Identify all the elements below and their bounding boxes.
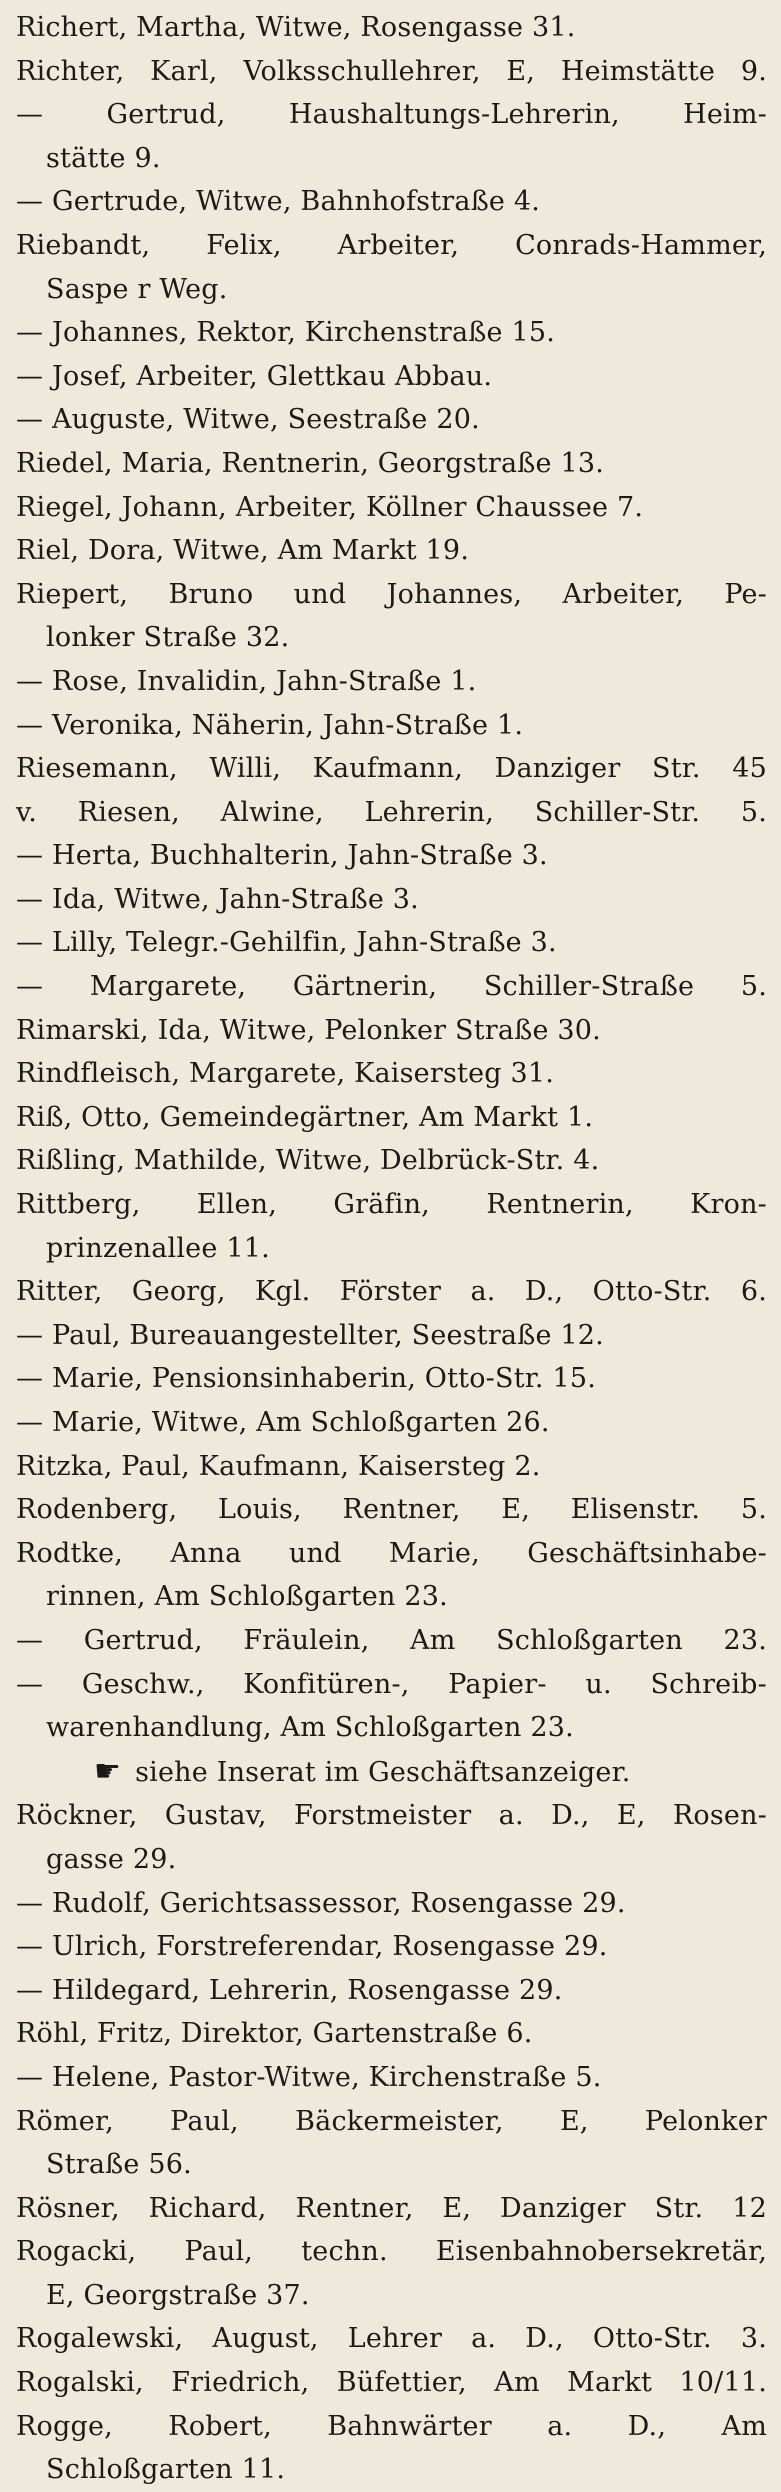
directory-line <box>16 355 767 399</box>
directory-line <box>16 2187 767 2231</box>
directory-line <box>16 1096 767 1140</box>
directory-line <box>16 2056 767 2100</box>
directory-line <box>16 616 767 660</box>
directory-line-text: Ritter, Georg, Kgl. Förster a. D., Otto-Str. 6. <box>16 1276 767 1308</box>
directory-line-text: Riebandt, Felix, Arbeiter, Conrads-Hammer, <box>16 229 767 261</box>
directory-line-text: Riesemann, Willi, Kaufmann, Danziger Str. 45 <box>16 753 767 785</box>
directory-line-text: — Paul, Bureauangestellter, Seestraße 12. <box>16 1319 604 1351</box>
directory-line <box>16 137 767 181</box>
directory-line-text: — Rudolf, Gerichtsassessor, Rosengasse 29. <box>16 1887 626 1919</box>
directory-line-text: Röckner, Gustav, Forstmeister a. D., E, Rosen- <box>16 1800 767 1832</box>
directory-line-text: Rodenberg, Louis, Rentner, E, Elisenstr. 5. <box>16 1494 767 1526</box>
directory-line-text: — Lilly, Telegr.-Gehilfin, Jahn-Straße 3. <box>16 927 557 959</box>
directory-line <box>16 1794 767 1838</box>
directory-line <box>16 1445 767 1489</box>
directory-line-text: — Johannes, Rektor, Kirchenstraße 15. <box>16 317 556 349</box>
directory-line <box>16 1270 767 1314</box>
directory-line <box>16 2317 767 2361</box>
directory-line <box>16 311 767 355</box>
directory-line <box>16 1009 767 1053</box>
directory-line <box>16 50 767 94</box>
directory-line <box>16 2448 767 2492</box>
directory-line-text: — Gertrud, Fräulein, Am Schloßgarten 23. <box>16 1624 767 1656</box>
directory-line-text: Rogalski, Friedrich, Büfettier, Am Markt 10/11. <box>16 2367 767 2399</box>
directory-line-text: Rindfleisch, Margarete, Kaisersteg 31. <box>16 1058 555 1090</box>
directory-line-text: Riß, Otto, Gemeindegärtner, Am Markt 1. <box>16 1101 594 1133</box>
directory-line <box>16 1663 767 1707</box>
directory-line <box>16 747 767 791</box>
directory-line <box>16 660 767 704</box>
directory-line <box>16 834 767 878</box>
directory-line-text: Römer, Paul, Bäckermeister, E, Pelonker <box>16 2105 767 2137</box>
directory-line <box>16 180 767 224</box>
directory-line-text: prinzenallee 11. <box>46 1232 270 1264</box>
directory-line <box>16 224 767 268</box>
directory-line <box>16 878 767 922</box>
directory-line-text: stätte 9. <box>46 142 161 174</box>
directory-line-text: — Gertrude, Witwe, Bahnhofstraße 4. <box>16 186 541 218</box>
directory-line-text: Saspe r Weg. <box>46 273 228 305</box>
directory-line <box>16 1139 767 1183</box>
directory-line-text: — Marie, Pensionsinhaberin, Otto-Str. 15. <box>16 1363 596 1395</box>
directory-line-text: warenhandlung, Am Schloßgarten 23. <box>46 1712 574 1744</box>
directory-line-text: Röhl, Fritz, Direktor, Gartenstraße 6. <box>16 2018 533 2050</box>
directory-line <box>16 2361 767 2405</box>
pointing-hand-icon: ☛ <box>94 1753 122 1789</box>
directory-line <box>16 791 767 835</box>
directory-line-text: Rodtke, Anna und Marie, Geschäftsinhabe- <box>16 1537 767 1569</box>
directory-line-text: Rogge, Robert, Bahnwärter a. D., Am <box>16 2410 767 2442</box>
directory-line-text: — Gertrud, Haushaltungs-Lehrerin, Heim- <box>16 99 767 131</box>
directory-line-text: rinnen, Am Schloßgarten 23. <box>46 1581 448 1613</box>
directory-line <box>16 1925 767 1969</box>
directory-line-text: Richter, Karl, Volksschullehrer, E, Heimstätte 9. <box>16 55 767 87</box>
directory-line <box>16 2100 767 2144</box>
directory-line <box>16 1401 767 1445</box>
directory-line <box>16 573 767 617</box>
directory-line-text: — Auguste, Witwe, Seestraße 20. <box>16 404 480 436</box>
directory-line-text: — Ulrich, Forstreferendar, Rosengasse 29. <box>16 1931 608 1963</box>
directory-line <box>16 2230 767 2274</box>
directory-line-text: — Marie, Witwe, Am Schloßgarten 26. <box>16 1407 550 1438</box>
directory-line <box>16 398 767 442</box>
directory-line-text: Rogacki, Paul, techn. Eisenbahnobersekretär, <box>16 2236 767 2268</box>
directory-line <box>16 93 767 137</box>
directory-line-text: Rimarski, Ida, Witwe, Pelonker Straße 30. <box>16 1014 601 1046</box>
directory-line <box>16 1969 767 2013</box>
directory-line-text: — Herta, Buchhalterin, Jahn-Straße 3. <box>16 840 548 872</box>
directory-line-text: — Ida, Witwe, Jahn-Straße 3. <box>16 883 419 915</box>
directory-line <box>16 1838 767 1882</box>
directory-line <box>16 1357 767 1401</box>
directory-line <box>16 965 767 1009</box>
directory-line-text: lonker Straße 32. <box>46 622 290 654</box>
directory-line-text: siehe Inserat im Geschäftsanzeiger. <box>135 1756 631 1788</box>
directory-line-text: Schloßgarten 11. <box>46 2454 286 2486</box>
directory-line <box>16 1575 767 1619</box>
directory-line-text: — Veronika, Näherin, Jahn-Straße 1. <box>16 709 524 741</box>
directory-line <box>16 2405 767 2449</box>
directory-line <box>16 1488 767 1532</box>
directory-line-text: Riedel, Maria, Rentnerin, Georgstraße 13. <box>16 447 605 479</box>
directory-line-text: Riel, Dora, Witwe, Am Markt 19. <box>16 535 470 567</box>
directory-line-text: — Helene, Pastor-Witwe, Kirchenstraße 5. <box>16 2061 602 2093</box>
directory-line-text: Rogalewski, August, Lehrer a. D., Otto-Str. 3. <box>16 2323 767 2355</box>
directory-line <box>16 1882 767 1926</box>
directory-line <box>16 529 767 573</box>
directory-line <box>16 442 767 486</box>
directory-line-text: Riegel, Johann, Arbeiter, Köllner Chaussee 7. <box>16 491 644 523</box>
directory-line <box>16 1314 767 1358</box>
directory-line-text: E, Georgstraße 37. <box>46 2279 310 2311</box>
directory-line <box>16 6 767 50</box>
directory-line <box>16 704 767 748</box>
directory-line-text: Straße 56. <box>46 2149 192 2181</box>
directory-line <box>16 2012 767 2056</box>
directory-line-text: — Geschw., Konfitüren-, Papier- u. Schreib- <box>16 1668 767 1700</box>
directory-line <box>16 486 767 530</box>
directory-line-text: Ritzka, Paul, Kaufmann, Kaisersteg 2. <box>16 1450 541 1482</box>
directory-line-text: gasse 29. <box>46 1843 177 1875</box>
directory-line <box>16 1532 767 1576</box>
directory-line-text: Richert, Martha, Witwe, Rosengasse 31. <box>16 12 576 43</box>
directory-line <box>16 1619 767 1663</box>
directory-line-text: — Josef, Arbeiter, Glettkau Abbau. <box>16 360 493 392</box>
directory-line-text: Rißling, Mathilde, Witwe, Delbrück-Str. 4. <box>16 1145 600 1177</box>
directory-line <box>16 1183 767 1227</box>
directory-line-text: v. Riesen, Alwine, Lehrerin, Schiller-Str. 5. <box>16 796 767 828</box>
directory-line <box>16 2143 767 2187</box>
directory-line <box>16 921 767 965</box>
directory-line-text: — Rose, Invalidin, Jahn-Straße 1. <box>16 665 477 697</box>
directory-line <box>16 1750 767 1795</box>
directory-line-text: Rittberg, Ellen, Gräfin, Rentnerin, Kron- <box>16 1189 767 1221</box>
directory-line-text: — Hildegard, Lehrerin, Rosengasse 29. <box>16 1974 563 2006</box>
directory-line-text: — Margarete, Gärtnerin, Schiller-Straße 5. <box>16 971 767 1003</box>
directory-line <box>16 268 767 312</box>
directory-line-text: Rösner, Richard, Rentner, E, Danziger Str. 12 <box>16 2192 767 2224</box>
directory-line <box>16 1227 767 1271</box>
directory-line <box>16 1052 767 1096</box>
directory-line <box>16 2274 767 2318</box>
directory-line <box>16 1706 767 1750</box>
directory-line-text: Riepert, Bruno und Johannes, Arbeiter, Pe- <box>16 578 767 610</box>
